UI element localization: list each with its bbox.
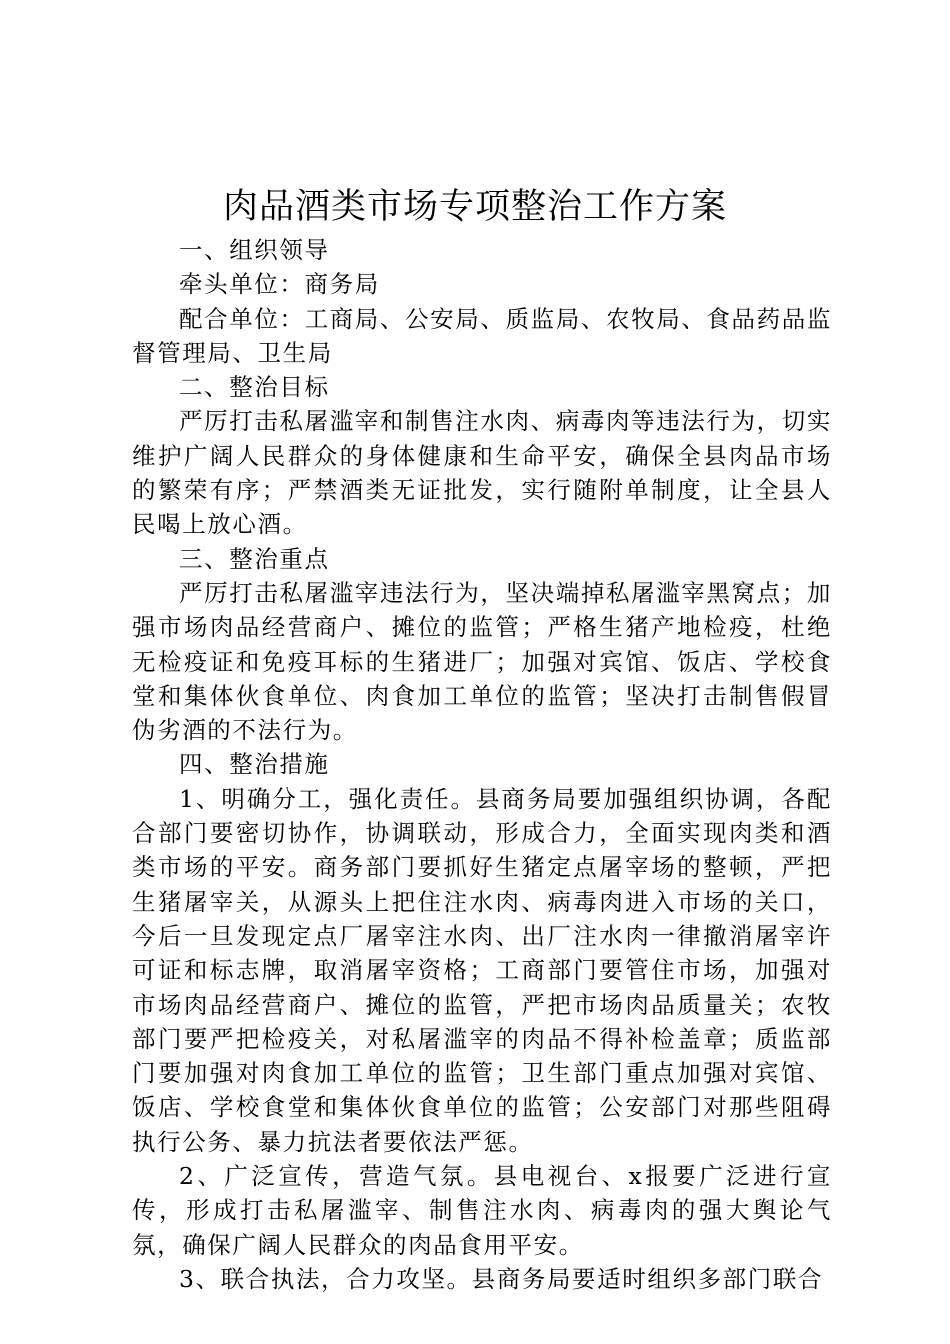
section-heading: 二、整治目标 bbox=[179, 373, 330, 402]
paragraph: 3、联合执法，合力攻坚。县商务局要适时组织多部门联合 bbox=[179, 1264, 824, 1293]
paragraph: 牵头单位：商务局 bbox=[179, 270, 380, 299]
paragraph: 严厉打击私屠滥宰和制售注水肉、病毒肉等违法行为，切实维护广阔人民群众的身体健康和生命平安，确保全县肉品市场的繁荣有序；严禁酒类无证批发，实行随附单制度，让全县人民喝上放心酒。 bbox=[132, 407, 832, 539]
document-title: 肉品酒类市场专项整治工作方案 bbox=[222, 187, 727, 227]
paragraph: 配合单位：工商局、公安局、质监局、农牧局、食品药品监督管理局、卫生局 bbox=[132, 304, 832, 367]
section-heading: 三、整治重点 bbox=[179, 544, 330, 573]
document-body bbox=[132, 233, 832, 1296]
paragraph: 严厉打击私屠滥宰违法行为，坚决端掉私屠滥宰黑窝点；加强市场肉品经营商户、摊位的监管；严格生猪产地检疫，杜绝无检疫证和免疫耳标的生猪进厂；加强对宾馆、饭店、学校食堂和集体伙食单位、肉食加工单位的监管；坚决打击制售假冒伪劣酒的不法行为。 bbox=[132, 578, 832, 745]
section-heading: 一、组织领导 bbox=[179, 236, 330, 264]
paragraph: 2、广泛宣传，营造气氛。县电视台、x报要广泛进行宣传，形成打击私屠滥宰、制售注水肉、病毒肉的强大舆论气氛，确保广阔人民群众的肉品食用平安。 bbox=[132, 1162, 832, 1259]
section-heading: 四、整治措施 bbox=[179, 750, 330, 779]
paragraph: 1、明确分工，强化责任。县商务局要加强组织协调，各配合部门要密切协作，协调联动，形成合力，全面实现肉类和酒类市场的平安。商务部门要抓好生猪定点屠宰场的整顿，严把生猪屠宰关，从源头上把住注水肉、病毒肉进入市场的关口，今后一旦发现定点厂屠宰注水肉、出厂注水肉一律撤消屠宰许可证和标志牌，取消屠宰资格；工商部门要管住市场，加强对市场肉品经营商户、摊位的监管，严把市场肉品质量关；农牧部门要严把检疫关，对私屠滥宰的肉品不得补检盖章；质监部门要加强对肉食加工单位的监管；卫生部门重点加强对宾馆、饭店、学校食堂和集体伙食单位的监管；公安部门对那些阻碍执行公务、暴力抗法者要依法严惩。 bbox=[132, 784, 832, 1156]
